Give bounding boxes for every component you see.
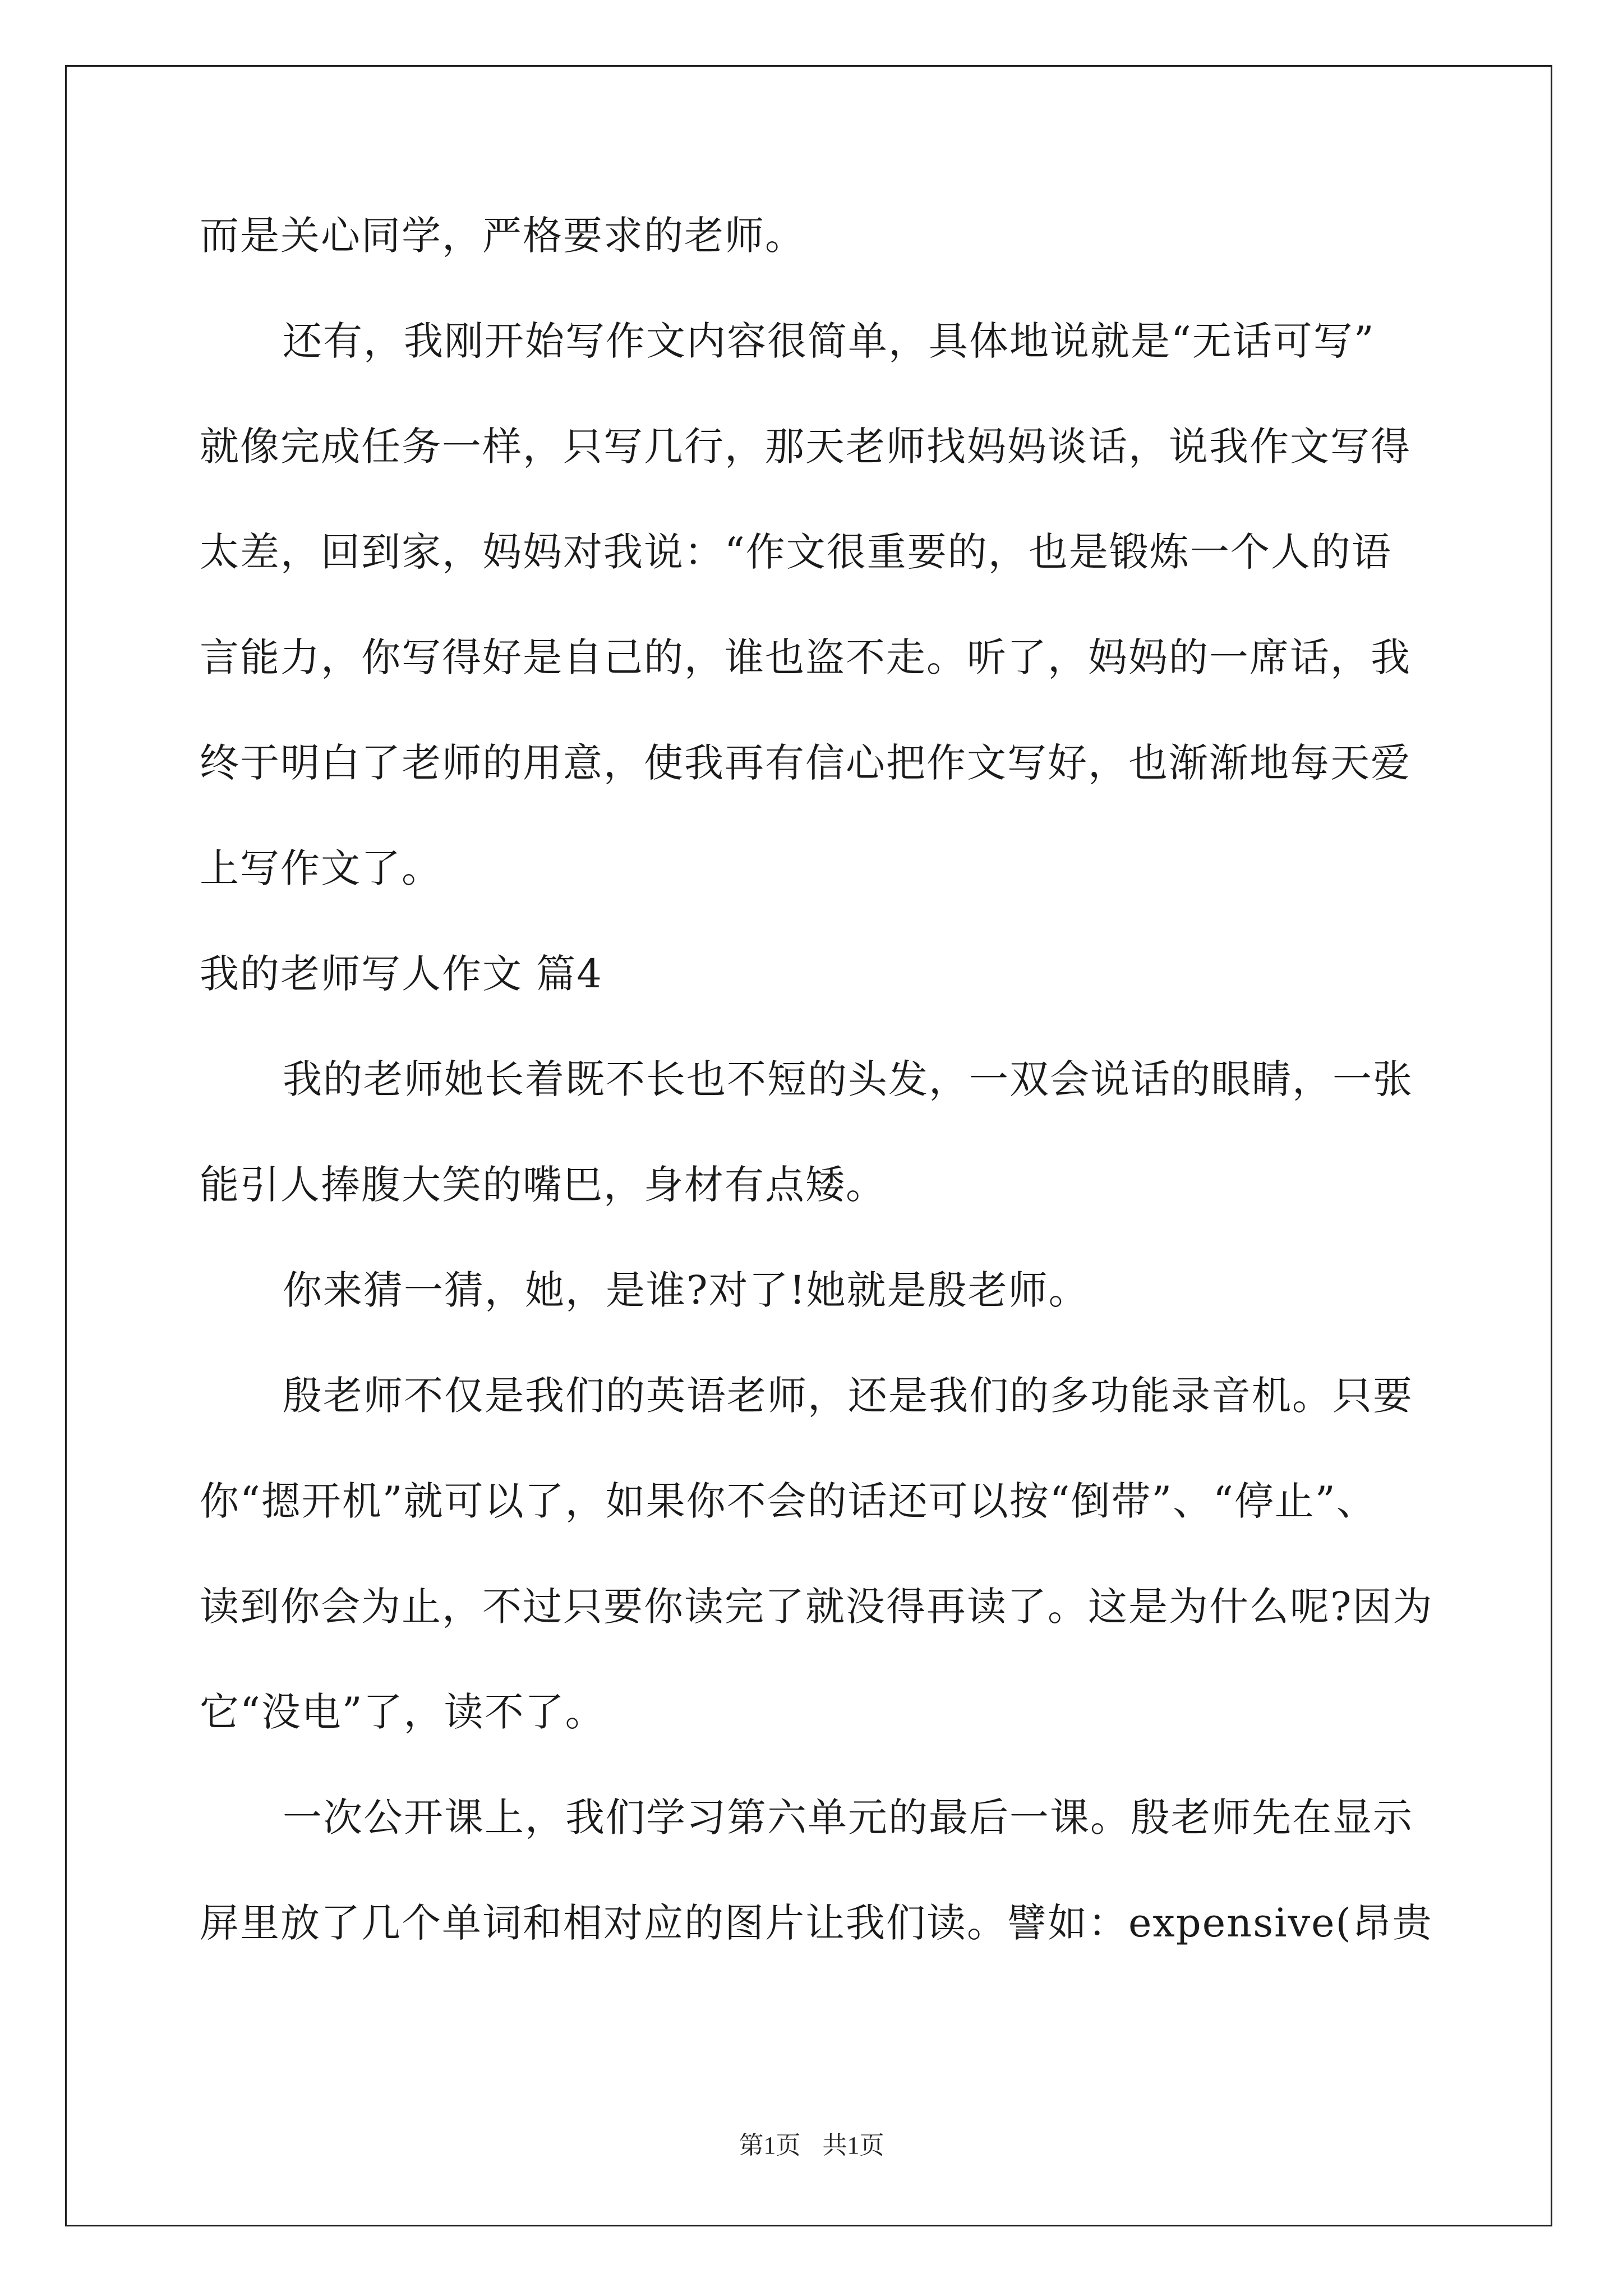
- paragraph-line: 上写作文了。: [200, 845, 442, 891]
- paragraph-line: 还有，我刚开始写作文内容很简单，具体地说就是“无话可写”: [283, 318, 1375, 364]
- paragraph-line: 太差，回到家，妈妈对我说：“作文很重要的，也是锻炼一个人的语: [200, 529, 1392, 575]
- paragraph-line: 一次公开课上，我们学习第六单元的最后一课。殷老师先在显示: [283, 1795, 1413, 1841]
- paragraph-line: 你来猜一猜，她，是谁?对了!她就是殷老师。: [283, 1267, 1089, 1313]
- paragraph-line: 屏里放了几个单词和相对应的图片让我们读。譬如：expensive(昂贵: [200, 1900, 1433, 1946]
- paragraph-line: 就像完成任务一样，只写几行，那天老师找妈妈谈话，说我作文写得: [200, 424, 1411, 470]
- page-footer: [0, 2129, 1623, 2162]
- paragraph-line: 读到你会为止，不过只要你读完了就没得再读了。这是为什么呢?因为: [200, 1584, 1433, 1630]
- page-total: 共1页: [822, 2132, 884, 2159]
- paragraph-line: 殷老师不仅是我们的英语老师，还是我们的多功能录音机。只要: [283, 1373, 1413, 1419]
- paragraph-line: 你“摁开机”就可以了，如果你不会的话还可以按“倒带”、“停止”、: [200, 1478, 1377, 1524]
- section-heading: 我的老师写人作文 篇4: [200, 951, 603, 997]
- paragraph-line: 我的老师她长着既不长也不短的头发，一双会说话的眼睛，一张: [283, 1056, 1413, 1102]
- paragraph-line: 言能力，你写得好是自己的，谁也盗不走。听了，妈妈的一席话，我: [200, 634, 1411, 680]
- paragraph-line: 而是关心同学，严格要求的老师。: [200, 213, 805, 259]
- paragraph-line: 终于明白了老师的用意，使我再有信心把作文写好，也渐渐地每天爱: [200, 740, 1411, 786]
- paragraph-line: 能引人捧腹大笑的嘴巴，身材有点矮。: [200, 1162, 886, 1208]
- paragraph-line: 它“没电”了，读不了。: [200, 1689, 606, 1735]
- page-number: 第1页: [739, 2132, 801, 2159]
